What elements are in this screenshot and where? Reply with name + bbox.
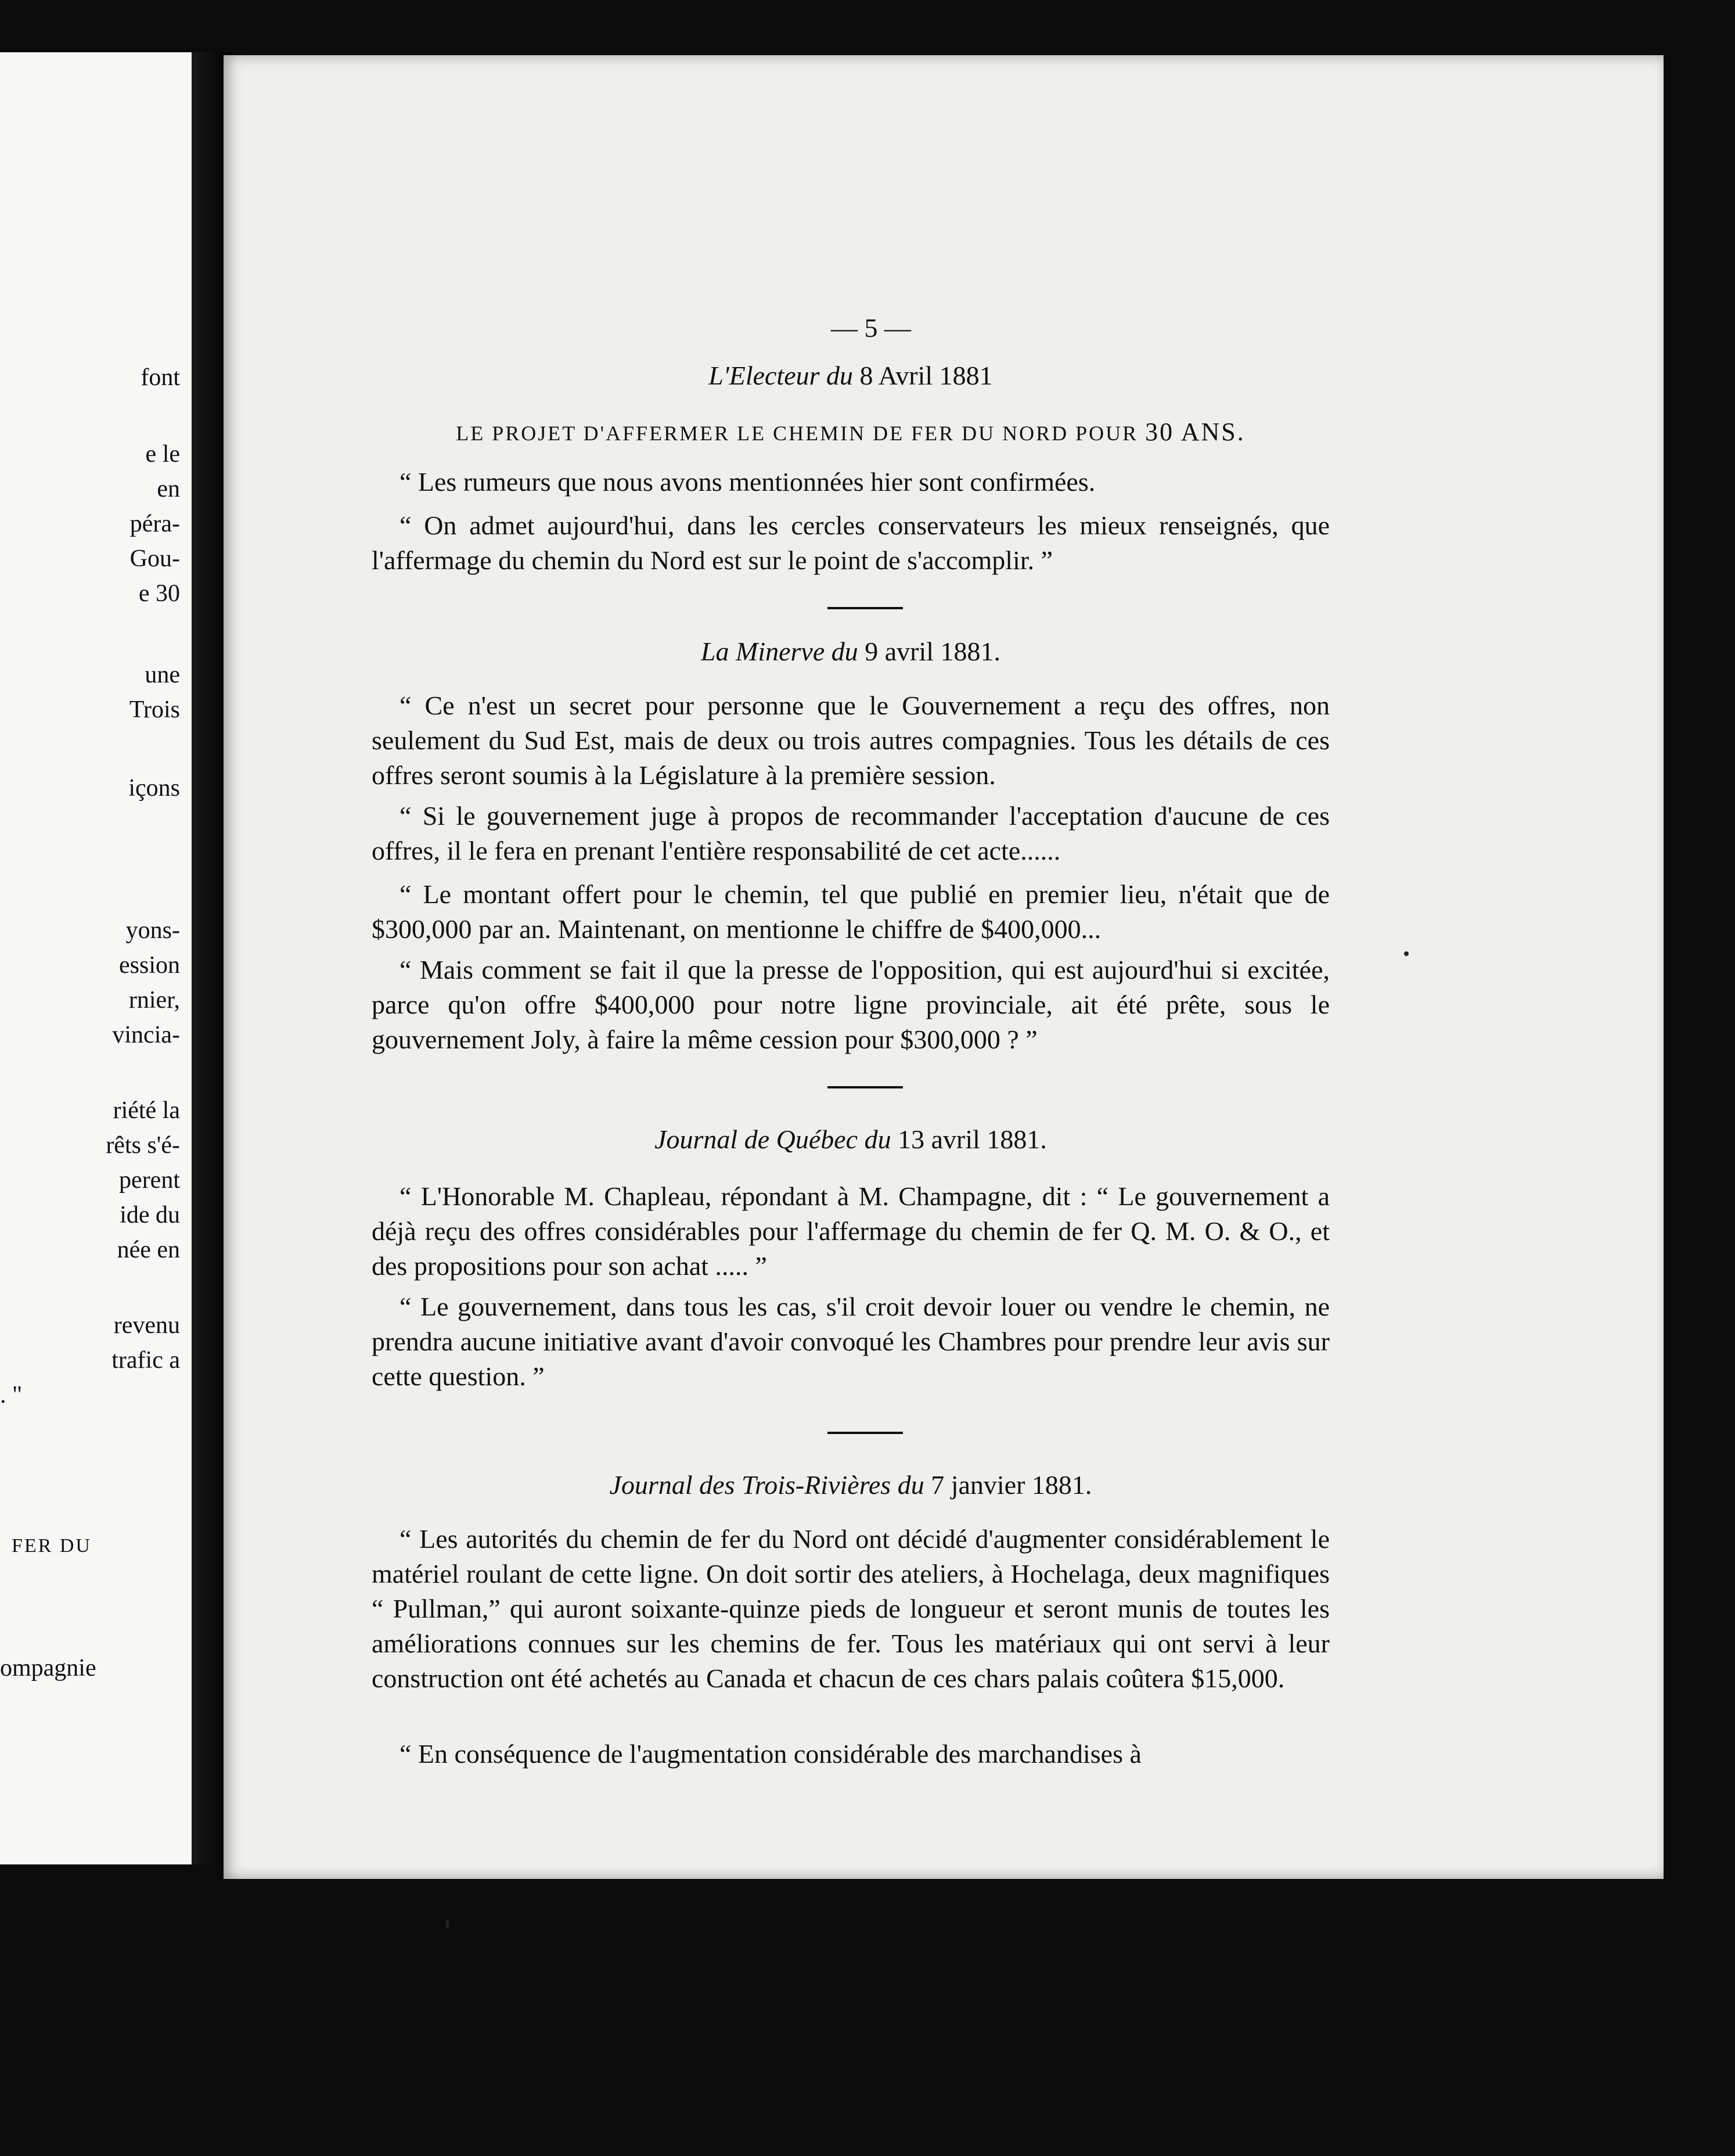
scan-speck <box>446 1920 449 1928</box>
left-text-fragment: FER DU <box>12 1535 92 1557</box>
quote-paragraph: “ Les rumeurs que nous avons mentionnées hier sont confirmées. <box>399 467 1096 497</box>
section-divider <box>827 1432 903 1434</box>
source-name: Journal des Trois-Rivières du <box>609 1470 924 1500</box>
left-text-fragment: içons <box>128 775 180 802</box>
article-headline <box>372 417 1330 447</box>
left-text-fragment: trafic a <box>111 1347 180 1374</box>
previous-page-edge <box>0 52 192 1864</box>
source-date: 8 Avril 1881 <box>859 361 993 390</box>
headline-number: 30 ANS. <box>1145 418 1246 446</box>
section-divider <box>827 607 903 609</box>
left-text-fragment: ession <box>119 952 180 979</box>
quote-paragraph: “ Le gouvernement, dans tous les cas, s'il croit devoir louer ou vendre le chemin, ne prendra aucune initiative avant d'avoir convoqué les Chambres pour prendre leur avis sur cette question. ” <box>372 1292 1330 1391</box>
headline-text: LE PROJET D'AFFERMER LE CHEMIN DE FER DU NORD POUR <box>456 422 1139 445</box>
source-date: 9 avril 1881. <box>865 637 1001 666</box>
section-divider <box>827 1086 903 1088</box>
source-heading <box>372 636 1330 667</box>
source-heading <box>372 1469 1330 1500</box>
left-text-fragment: en <box>157 476 180 502</box>
quote-paragraph: “ En conséquence de l'augmentation considérable des marchandises à <box>399 1739 1142 1769</box>
left-text-fragment: rnier, <box>128 987 180 1014</box>
source-name: Journal de Québec du <box>654 1124 891 1154</box>
source-name: L'Electeur du <box>708 361 854 390</box>
page-number: — 5 — <box>831 313 911 343</box>
quote-paragraph: “ Mais comment se fait il que la presse de l'opposition, qui est aujourd'hui si excitée, parce qu'on offre $400,000 pour notre ligne provinciale, ait été prête, sous le gouvernement Joly, à faire la même cession pour $300,000 ? ” <box>372 955 1330 1054</box>
left-text-fragment: ide du <box>120 1202 180 1228</box>
quote-paragraph: “ On admet aujourd'hui, dans les cercles conservateurs les mieux renseignés, que l'affermage du chemin du Nord est sur le point de s'accomplir. ” <box>372 511 1330 575</box>
source-heading <box>372 1124 1330 1155</box>
left-text-fragment: font <box>141 364 180 391</box>
left-text-fragment: riété la <box>113 1097 180 1124</box>
quote-paragraph: “ Le montant offert pour le chemin, tel que publié en premier lieu, n'était que de $300,000 par an. Maintenant, on mentionne le chiffre de $400,000... <box>372 879 1330 944</box>
left-text-fragment: ompagnie <box>0 1655 96 1681</box>
source-date: 13 avril 1881. <box>898 1124 1047 1154</box>
left-text-fragment: Gou- <box>129 545 180 572</box>
source-heading <box>372 360 1330 391</box>
left-text-fragment: yons- <box>125 917 180 944</box>
left-text-fragment: née en <box>117 1237 180 1263</box>
left-text-fragment: revenu <box>113 1312 180 1339</box>
left-text-fragment: péra- <box>129 511 180 537</box>
left-text-fragment: rêts s'é- <box>106 1132 180 1159</box>
left-text-fragment: e le <box>145 441 180 468</box>
quote-paragraph: “ Si le gouvernement juge à propos de recommander l'acceptation d'aucune de ces offres, il le fera en prenant l'entière responsabilité de cet acte...... <box>372 801 1330 865</box>
left-text-fragment: e 30 <box>138 580 180 607</box>
left-text-fragment: . " <box>0 1382 23 1408</box>
left-text-fragment: vincia- <box>112 1022 180 1048</box>
left-text-fragment: perent <box>119 1167 180 1194</box>
source-date: 7 janvier 1881. <box>931 1470 1092 1500</box>
scan-speck <box>1404 951 1409 956</box>
source-name: La Minerve du <box>700 637 858 666</box>
left-text-fragment: Trois <box>129 696 180 723</box>
quote-paragraph: “ L'Honorable M. Chapleau, répondant à M. Champagne, dit : “ Le gouvernement a déjà reçu des offres considérables pour l'affermage du chemin de fer Q. M. O. & O., et des propositions pour son achat ..... ” <box>372 1181 1330 1281</box>
quote-paragraph: “ Les autorités du chemin de fer du Nord ont décidé d'augmenter considérablement le matériel roulant de cette ligne. On doit sortir des ateliers, à Hochelaga, deux magnifiques “ Pullman,” qui auront soixante-quinze pieds de longueur et seront munis de toutes les améliorations connues sur les chemins de fer. Tous les matériaux qui ont servi à leur construction ont été achetés au Canada et chacun de ces chars palais coûtera $15,000. <box>372 1524 1330 1693</box>
quote-paragraph: “ Ce n'est un secret pour personne que le Gouvernement a reçu des offres, non seulement du Sud Est, mais de deux ou trois autres compagnies. Tous les détails de ces offres seront soumis à la Législature à la première session. <box>372 691 1330 790</box>
left-text-fragment: une <box>145 662 180 688</box>
